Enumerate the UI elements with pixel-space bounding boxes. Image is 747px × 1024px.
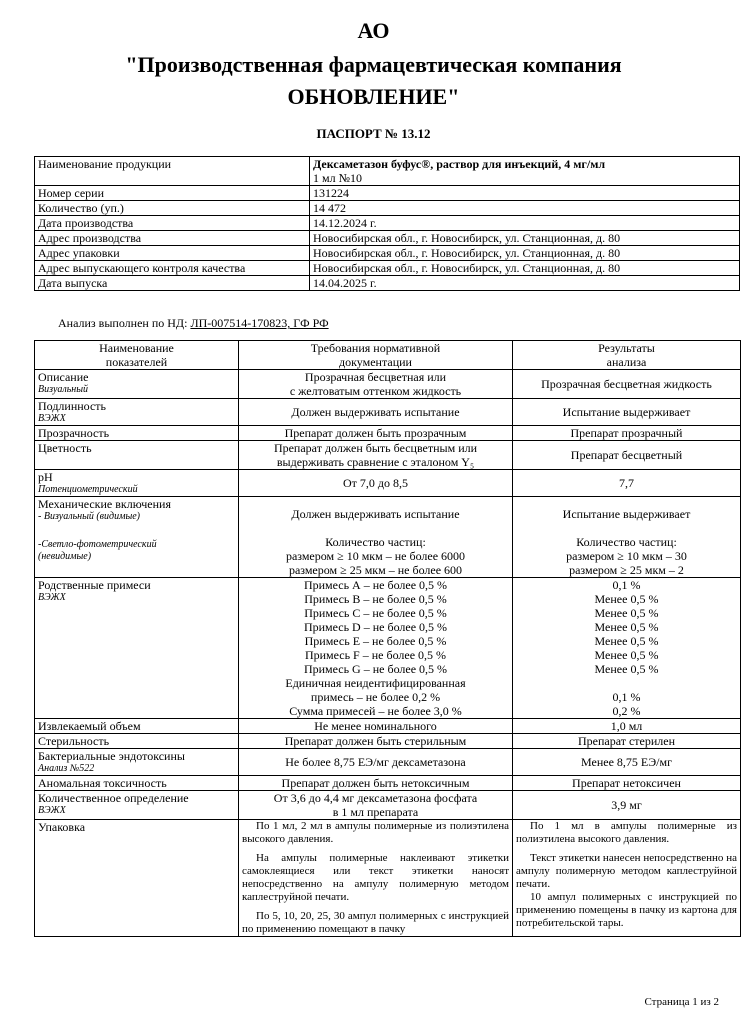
row-name: Упаковка xyxy=(35,820,239,937)
row-result: 0,1 % Менее 0,5 % Менее 0,5 % Менее 0,5 % Менее 0,5 % Менее 0,5 % Менее 0,5 % 0,1 % 0,2 % xyxy=(513,578,741,719)
info-label: Количество (уп.) xyxy=(35,201,310,216)
table-row xyxy=(35,470,741,497)
row-result: Испытание выдерживает xyxy=(513,399,741,426)
table-row xyxy=(35,776,741,791)
info-row xyxy=(35,231,740,246)
row-requirement: Не менее номинального xyxy=(239,719,513,734)
row-name: Стерильность xyxy=(35,734,239,749)
row-requirement: Должен выдерживать испытание xyxy=(239,399,513,426)
row-result: Менее 8,75 ЕЭ/мг xyxy=(513,749,741,776)
nd-reference: Анализ выполнен по НД: ЛП-007514-170823, ГФ РФ xyxy=(58,316,329,330)
info-value: Дексаметазон буфус®, раствор для инъекций, 4 мг/мл 1 мл №10 xyxy=(310,157,740,186)
row-requirement: Препарат должен быть прозрачным xyxy=(239,426,513,441)
info-value: 14.04.2025 г. xyxy=(310,276,740,291)
info-value: 14 472 xyxy=(310,201,740,216)
row-requirement: Должен выдерживать испытание Количество частиц: размером ≥ 10 мкм – не более 6000 размером ≥ 25 мкм – не более 600 xyxy=(239,497,513,578)
row-name: Бактериальные эндотоксины Анализ №522 xyxy=(35,749,239,776)
row-result: Прозрачная бесцветная жидкость xyxy=(513,370,741,399)
info-value: Новосибирская обл., г. Новосибирск, ул. Станционная, д. 80 xyxy=(310,231,740,246)
table-row xyxy=(35,441,741,470)
row-name: Описание Визуальный xyxy=(35,370,239,399)
row-result: По 1 мл в ампулы полимерные из полиэтилена высокого давления. Текст этикетки нанесен непосредственно на ампулу полимерную методом каплеструйной печати. 10 ампул полимерных с инструкцией по применению помещены в пачку из картона для потребительской тары. xyxy=(513,820,741,937)
info-row xyxy=(35,261,740,276)
info-row xyxy=(35,157,740,186)
info-row xyxy=(35,216,740,231)
row-requirement: От 3,6 до 4,4 мг дексаметазона фосфата в 1 мл препарата xyxy=(239,791,513,820)
row-requirement: По 1 мл, 2 мл в ампулы полимерные из полиэтилена высокого давления. На ампулы полимерные наклеивают этикетки самоклеящиеся или текст этикетки наносят непосредственно на ампулу полимерную методом каплеструйной печати. По 5, 10, 20, 25, 30 ампул полимерных с инструкцией по применению помещают в пачку xyxy=(239,820,513,937)
table-row xyxy=(35,497,741,578)
col-header-name: Наименование показателей xyxy=(35,341,239,370)
row-requirement: Прозрачная бесцветная или с желтоватым оттенком жидкость xyxy=(239,370,513,399)
col-header-requirements: Требования нормативной документации xyxy=(239,341,513,370)
row-result: 1,0 мл xyxy=(513,719,741,734)
company-name-line2: ОБНОВЛЕНИЕ" xyxy=(287,84,460,109)
row-result: Препарат стерилен xyxy=(513,734,741,749)
row-name: Прозрачность xyxy=(35,426,239,441)
row-name: Родственные примеси ВЭЖХ xyxy=(35,578,239,719)
info-row xyxy=(35,201,740,216)
row-result: 3,9 мг xyxy=(513,791,741,820)
info-label: Дата выпуска xyxy=(35,276,310,291)
row-result: Препарат прозрачный xyxy=(513,426,741,441)
header-row xyxy=(35,341,741,370)
page-number: Страница 1 из 2 xyxy=(644,996,719,1008)
info-label: Дата производства xyxy=(35,216,310,231)
row-name: Подлинность ВЭЖХ xyxy=(35,399,239,426)
row-name: Аномальная токсичность xyxy=(35,776,239,791)
info-label: Номер серии xyxy=(35,186,310,201)
table-row xyxy=(35,399,741,426)
info-value: 131224 xyxy=(310,186,740,201)
info-row xyxy=(35,276,740,291)
info-label: Адрес упаковки xyxy=(35,246,310,261)
info-label: Адрес производства xyxy=(35,231,310,246)
col-header-results: Результаты анализа xyxy=(513,341,741,370)
table-row xyxy=(35,791,741,820)
table-row xyxy=(35,820,741,937)
info-row xyxy=(35,246,740,261)
row-requirement: Не более 8,75 ЕЭ/мг дексаметазона xyxy=(239,749,513,776)
analysis-table xyxy=(34,340,741,937)
table-row xyxy=(35,426,741,441)
row-name: Извлекаемый объем xyxy=(35,719,239,734)
row-requirement: Препарат должен быть бесцветным или выдерживать сравнение с эталоном Y₅ xyxy=(239,441,513,470)
row-name: Количественное определение ВЭЖХ xyxy=(35,791,239,820)
row-requirement: От 7,0 до 8,5 xyxy=(239,470,513,497)
table-row xyxy=(35,734,741,749)
row-requirement: Препарат должен быть стерильным xyxy=(239,734,513,749)
row-result: Испытание выдерживает Количество частиц: размером ≥ 10 мкм – 30 размером ≥ 25 мкм – 2 xyxy=(513,497,741,578)
row-requirement: Препарат должен быть нетоксичным xyxy=(239,776,513,791)
info-value: Новосибирская обл., г. Новосибирск, ул. Станционная, д. 80 xyxy=(310,246,740,261)
product-info-table xyxy=(34,156,740,291)
row-name: pH Потенциометрический xyxy=(35,470,239,497)
table-row xyxy=(35,578,741,719)
row-result: Препарат бесцветный xyxy=(513,441,741,470)
row-name: Механические включения - Визуальный (видимые) -Светло-фотометрический (невидимые) xyxy=(35,497,239,578)
passport-number: ПАСПОРТ № 13.12 xyxy=(316,126,431,141)
table-row xyxy=(35,719,741,734)
info-label: Адрес выпускающего контроля качества xyxy=(35,261,310,276)
table-row xyxy=(35,749,741,776)
row-result: Препарат нетоксичен xyxy=(513,776,741,791)
table-row xyxy=(35,370,741,399)
row-result: 7,7 xyxy=(513,470,741,497)
company-name-line1: "Производственная фармацевтическая компания xyxy=(125,52,622,77)
row-requirement: Примесь А – не более 0,5 % Примесь В – не более 0,5 % Примесь С – не более 0,5 % Примесь D – не более 0,5 % Примесь Е – не более 0,5 % Примесь F – не более 0,5 % Примесь G – не более 0,5 % Единичная неидентифицированная примесь – не более 0,2 % Сумма примесей – не более 3,0 % xyxy=(239,578,513,719)
row-name: Цветность xyxy=(35,441,239,470)
info-value: 14.12.2024 г. xyxy=(310,216,740,231)
info-label: Наименование продукции xyxy=(35,157,310,186)
company-type: АО xyxy=(357,18,390,43)
info-row xyxy=(35,186,740,201)
info-value: Новосибирская обл., г. Новосибирск, ул. Станционная, д. 80 xyxy=(310,261,740,276)
